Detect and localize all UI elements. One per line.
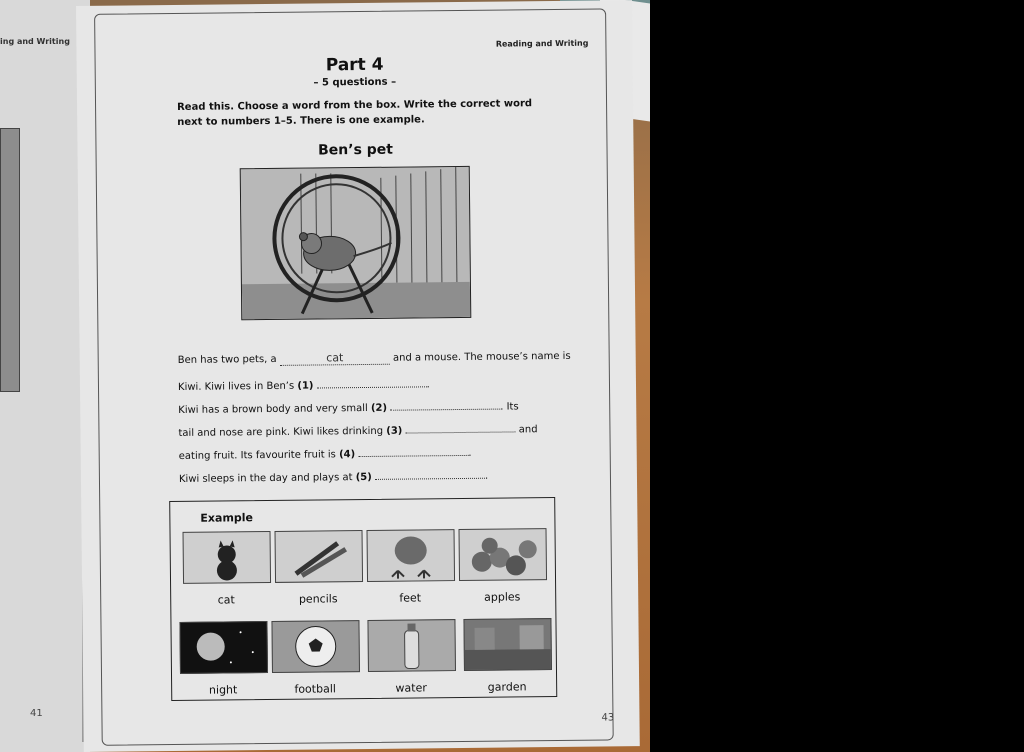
story-line-text: Kiwi has a brown body and very small (178, 402, 368, 416)
story-line-text: tail and nose are pink. Kiwi likes drinking (178, 425, 384, 439)
answer-blank (375, 467, 485, 480)
answer-blank (358, 444, 468, 457)
page-header: Reading and Writing (495, 38, 589, 49)
story-line-text: Kiwi sleeps in the day and plays at (178, 472, 353, 485)
left-page-number: 41 (30, 708, 43, 719)
story-line-text: . (468, 447, 472, 459)
pencils-picture (275, 530, 364, 583)
story-line-text: . Its (500, 401, 519, 413)
answer-blank (405, 420, 515, 433)
story-title: Ben’s pet (318, 141, 394, 159)
question-number: (5) (355, 471, 372, 484)
example-label: Example (200, 511, 254, 525)
answer-blank (317, 375, 427, 388)
question-number: (1) (297, 380, 314, 392)
left-page-illustration (0, 128, 20, 392)
football-picture (271, 620, 360, 673)
story-line-text: Kiwi. Kiwi lives in Ben’s (177, 380, 295, 393)
story-line (179, 466, 559, 493)
question-number: (3) (386, 425, 403, 437)
question-count: – 5 questions – (313, 76, 397, 89)
story-line-text: and (518, 424, 538, 436)
cat-picture (183, 531, 272, 584)
word-football: football (294, 682, 336, 696)
word-night: night (208, 683, 238, 697)
story-line-text: eating fruit. Its favourite fruit is (178, 449, 336, 462)
night-picture (179, 621, 268, 674)
word-box (169, 497, 557, 701)
instructions: Read this. Choose a word from the box. Write the correct word next to numbers 1–5. There is one example. (177, 98, 533, 128)
feet-picture (367, 529, 456, 582)
worksheet-page (76, 0, 640, 752)
story-line-text: Ben has two pets, a (177, 353, 277, 366)
story-line-text: and a mouse. The mouse’s name is (392, 350, 571, 364)
word-garden: garden (487, 680, 527, 694)
apples-picture (458, 528, 547, 581)
water-bottle-picture (367, 619, 456, 672)
story-line-text: . (484, 470, 489, 482)
mouse-in-wheel-illustration (240, 166, 472, 320)
story-text (177, 350, 571, 493)
word-apples: apples (484, 590, 521, 604)
word-pencils: pencils (298, 592, 338, 606)
word-feet: feet (399, 591, 422, 605)
part-title: Part 4 (325, 54, 384, 76)
story-line-text: . (426, 379, 430, 391)
garden-picture (463, 618, 552, 671)
word-cat: cat (217, 593, 235, 607)
page-number: 43 (601, 712, 615, 724)
answer-blank (390, 398, 500, 411)
question-number: (2) (370, 402, 388, 414)
question-number: (4) (338, 449, 356, 461)
example-answer: cat (280, 353, 390, 366)
left-page-header: ing and Writing (0, 37, 70, 46)
word-water: water (395, 681, 427, 695)
